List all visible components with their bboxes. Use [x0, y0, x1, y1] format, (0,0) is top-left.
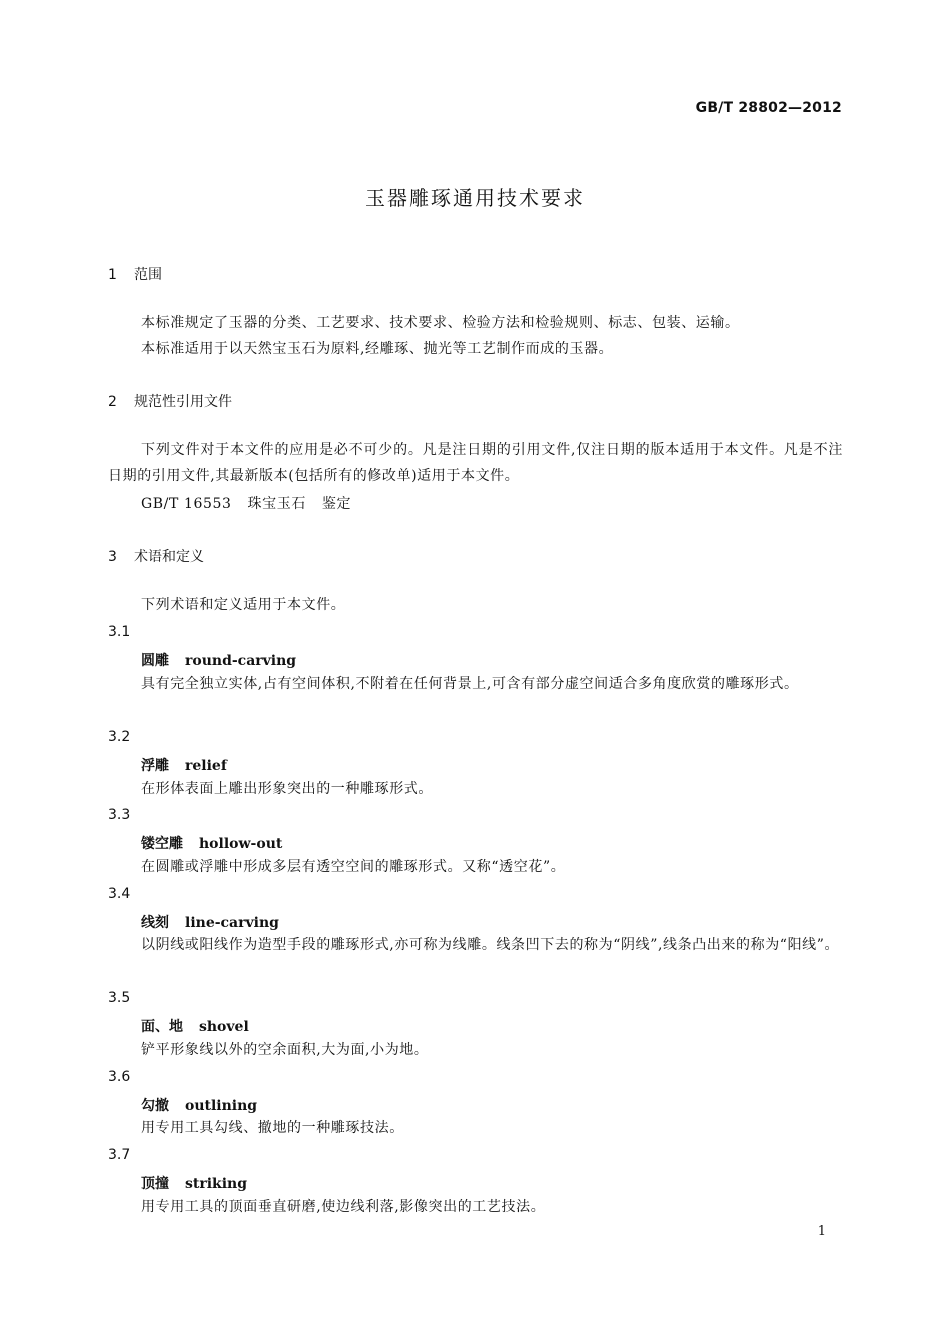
term-name: [141, 1173, 247, 1193]
term-name: [141, 1016, 249, 1036]
section-1-title: 范围: [134, 267, 162, 283]
reference-title: 珠宝玉石: [247, 496, 306, 512]
section-2-number: 2: [108, 394, 117, 410]
term-number: 3.6: [108, 1069, 131, 1085]
section-3-heading: [108, 546, 204, 566]
term-definition: 用专用工具勾线、撤地的一种雕琢技法。: [141, 1120, 404, 1136]
term-english: shovel: [199, 1019, 249, 1035]
section-1-paragraph-1: 本标准规定了玉器的分类、工艺要求、技术要求、检验方法和检验规则、标志、包装、运输。: [141, 315, 740, 331]
term-name: [141, 1095, 257, 1115]
term-chinese: 顶撞: [141, 1176, 169, 1192]
term-number: 3.7: [108, 1147, 131, 1163]
document-title: 玉器雕琢通用技术要求: [365, 186, 585, 210]
term-definition: 以阴线或阳线作为造型手段的雕琢形式,亦可称为线雕。线条凹下去的称为“阴线”,线条凸出来的称为“阳线”。: [141, 937, 840, 953]
section-1-paragraph-2: 本标准适用于以天然宝玉石为原料,经雕琢、抛光等工艺制作而成的玉器。: [141, 341, 614, 357]
section-3-title: 术语和定义: [134, 549, 204, 565]
term-english: hollow-out: [199, 836, 283, 852]
term-english: round-carving: [185, 653, 297, 669]
term-english: striking: [185, 1176, 248, 1192]
term-number: 3.3: [108, 807, 131, 823]
standard-code: GB/T 28802—2012: [695, 100, 842, 116]
term-name: [141, 833, 282, 853]
term-definition: 用专用工具的顶面垂直研磨,使边线利落,影像突出的工艺技法。: [141, 1199, 546, 1215]
term-english: outlining: [185, 1098, 258, 1114]
term-definition: 在形体表面上雕出形象突出的一种雕琢形式。: [141, 781, 433, 797]
term-definition: 在圆雕或浮雕中形成多层有透空空间的雕琢形式。又称“透空花”。: [141, 859, 566, 875]
term-chinese: 浮雕: [141, 758, 169, 774]
term-chinese: 面、地: [141, 1019, 183, 1035]
section-3-number: 3: [108, 549, 117, 565]
normative-reference-item: [141, 493, 367, 513]
section-1-heading: [108, 264, 162, 284]
section-2-paragraph-1: 下列文件对于本文件的应用是必不可少的。凡是注日期的引用文件,仅注日期的版本适用于本文件。凡是不注日期的引用文件,其最新版本(包括所有的修改单)适用于本文件。: [108, 442, 843, 484]
term-number: 3.4: [108, 886, 131, 902]
term-definition: 具有完全独立实体,占有空间体积,不附着在任何背景上,可含有部分虚空间适合多角度欣赏的雕琢形式。: [141, 676, 799, 692]
term-number: 3.1: [108, 624, 131, 640]
term-definition: 铲平形象线以外的空余面积,大为面,小为地。: [141, 1042, 429, 1058]
section-2-heading: [108, 391, 232, 411]
term-chinese: 勾撤: [141, 1098, 169, 1114]
term-english: line-carving: [185, 915, 279, 931]
reference-code: GB/T 16553: [141, 496, 232, 512]
reference-subtitle: 鉴定: [321, 496, 352, 512]
section-3-intro: 下列术语和定义适用于本文件。: [141, 597, 346, 613]
section-1-number: 1: [108, 267, 117, 283]
term-number: 3.2: [108, 729, 131, 745]
term-english: relief: [185, 758, 227, 774]
page-number: 1: [817, 1224, 826, 1239]
term-chinese: 镂空雕: [141, 836, 183, 852]
term-chinese: 圆雕: [141, 653, 169, 669]
term-name: [141, 755, 227, 775]
section-2-title: 规范性引用文件: [134, 394, 232, 410]
term-chinese: 线刻: [141, 915, 169, 931]
term-name: [141, 650, 296, 670]
term-number: 3.5: [108, 990, 131, 1006]
term-name: [141, 912, 279, 932]
